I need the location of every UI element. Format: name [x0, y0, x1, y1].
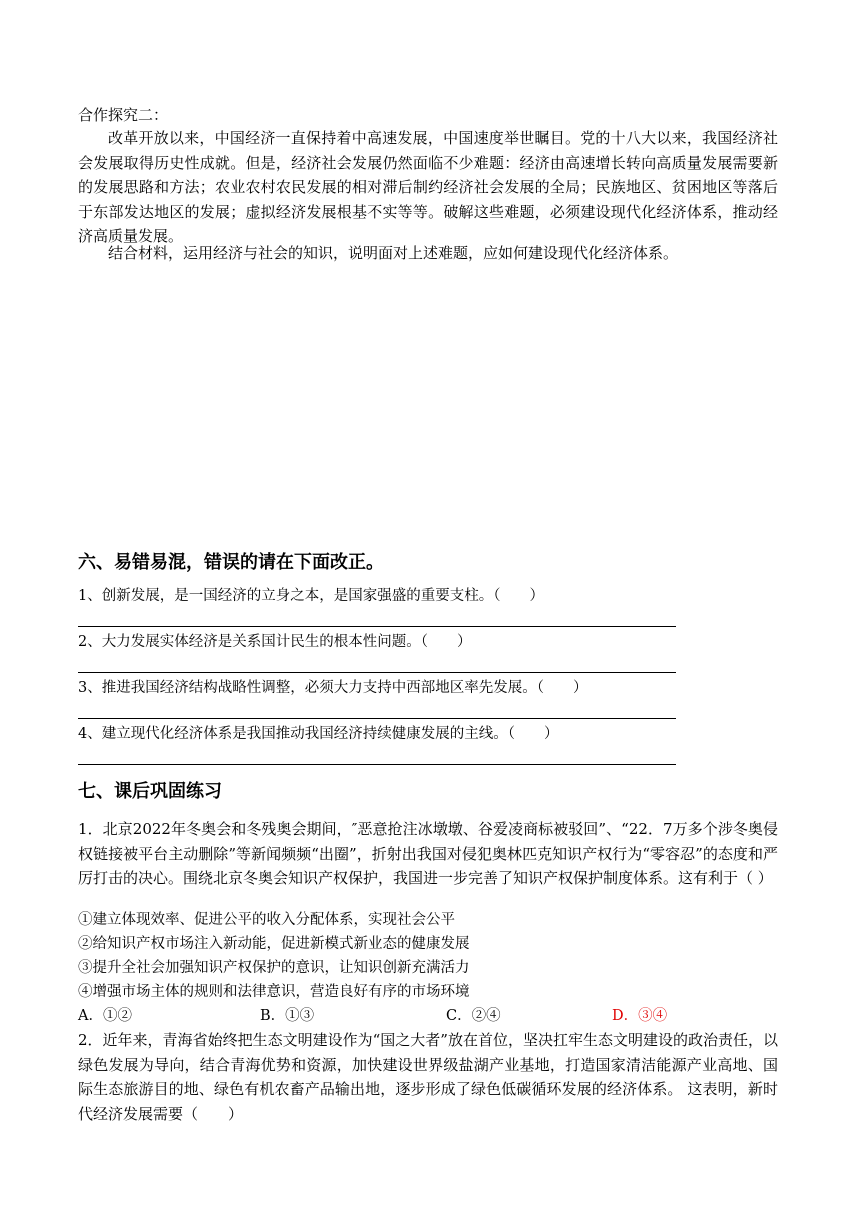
- question-2-stem: 2．近年来，青海省始终把生态文明建设作为“国之大者”放在首位，坚决扛牢生态文明建设的政治责任，以绿色发展为导向，结合青海优势和资源，加快建设世界级盐湖产业基地，打造国家清洁能源产业高地、国际生态旅游目的地、绿色有机农畜产品输出地，逐步形成了绿色低碳循环发展的经济体系。 这表明，新时代经济发展需要（ ）: [78, 1031, 778, 1123]
- statement-3: ③提升全社会加强知识产权保护的意识，让知识创新充满活力: [78, 960, 470, 976]
- section-six-title: 六、易错易混，错误的请在下面改正。: [78, 552, 384, 573]
- judge-item-2: 2、大力发展实体经济是关系国计民生的根本性问题。（ ）: [78, 634, 472, 650]
- option-c[interactable]: C．②④: [446, 1008, 501, 1024]
- material-paragraph: 改革开放以来，中国经济一直保持着中高速发展，中国速度举世瞩目。党的十八大以来，我国经济社会发展取得历史性成就。但是，经济社会发展仍然面临不少难题：经济由高速增长转向高质量发展需要新的发展思路和方法；农业农村农民发展的相对滞后制约经济社会发展的全局；民族地区、贫困地区等落后于东部发达地区的发展；虚拟经济发展根基不实等等。破解这些难题，必须建设现代化经济体系，推动经济高质量发展。: [78, 129, 778, 246]
- answer-line-1[interactable]: [78, 626, 676, 627]
- question-1-stem: 1．北京2022年冬奥会和冬残奥会期间，″恶意抢注冰墩墩、谷爱凌商标被驳回”、“22．7万多个涉冬奥侵权链接被平台主动删除”等新闻频频“出圈”，折射出我国对侵犯奥林匹克知识产权行为“零容忍”的态度和严厉打击的决心。围绕北京冬奥会知识产权保护，我国进一步完善了知识产权保护制度体系。这有利于（ ）: [78, 820, 778, 888]
- question-paragraph: 结合材料，运用经济与社会的知识，说明面对上述难题，应如何建设现代化经济体系。: [108, 244, 679, 262]
- answer-line-3[interactable]: [78, 718, 676, 719]
- option-b[interactable]: B．①③: [260, 1008, 315, 1024]
- option-d-answer[interactable]: D．③④: [612, 1008, 668, 1024]
- judge-item-1: 1、创新发展，是一国经济的立身之本，是国家强盛的重要支柱。（ ）: [78, 588, 544, 604]
- sub-title: 合作探究二：: [78, 106, 169, 124]
- section-seven-title: 七、课后巩固练习: [78, 781, 222, 802]
- answer-line-4[interactable]: [78, 764, 676, 765]
- statement-4: ④增强市场主体的规则和法律意识，营造良好有序的市场环境: [78, 984, 470, 1000]
- judge-item-3: 3、推进我国经济结构战略性调整，必须大力支持中西部地区率先发展。（ ）: [78, 680, 588, 696]
- option-a[interactable]: A．①②: [78, 1008, 132, 1024]
- judge-item-4: 4、建立现代化经济体系是我国推动我国经济持续健康发展的主线。（ ）: [78, 726, 559, 742]
- answer-line-2[interactable]: [78, 672, 676, 673]
- statement-2: ②给知识产权市场注入新动能，促进新模式新业态的健康发展: [78, 936, 470, 952]
- statement-1: ①建立体现效率、促进公平的收入分配体系，实现社会公平: [78, 912, 455, 928]
